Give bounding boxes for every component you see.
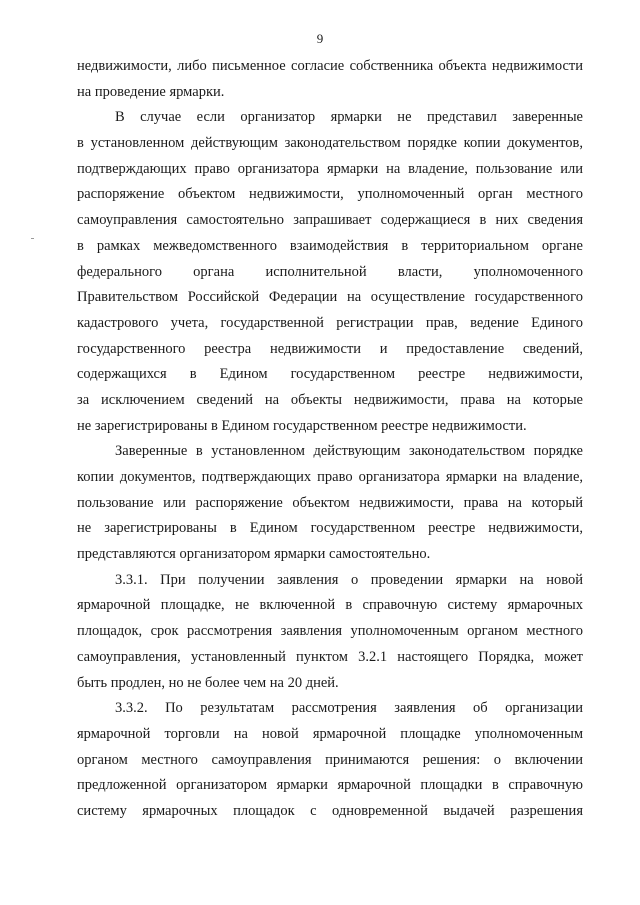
text-line: самоуправления, установленный пунктом 3.2.1 настоящего Порядка, может (77, 648, 583, 665)
text-line: Заверенные в установленном действующим законодательством порядке (115, 443, 583, 460)
text-line: ярмарочной площадке, не включенной в справочную систему ярмарочных (77, 597, 583, 614)
text-line: Правительством Российской Федерации на осуществление государственного (77, 289, 583, 306)
text-line: содержащихся в Едином государственном реестре недвижимости, (77, 366, 583, 383)
text-line: быть продлен, но не более чем на 20 дней. (77, 674, 339, 691)
text-line: в рамках межведомственного взаимодействия в территориальном органе (77, 237, 583, 254)
text-line: систему ярмарочных площадок с одновременной выдачей разрешения (77, 802, 583, 819)
page-number: 9 (316, 31, 324, 46)
text-line: государственного реестра недвижимости и предоставление сведений, (77, 340, 583, 357)
text-line: пользование или распоряжение объектом недвижимости, права на который (77, 494, 583, 511)
text-line: на проведение ярмарки. (77, 83, 225, 100)
text-line: за исключением сведений на объекты недвижимости, права на которые (77, 391, 583, 408)
text-line: предложенной организатором ярмарки ярмарочной площадки в справочную (77, 777, 583, 794)
text-line: подтверждающих право организатора ярмарки на владение, пользование или (77, 160, 583, 177)
margin-mark (31, 238, 34, 239)
text-line: площадок, срок рассмотрения заявления уполномоченным органом местного (77, 623, 583, 640)
body-text (77, 54, 583, 825)
text-line: 3.3.1. При получении заявления о проведении ярмарки на новой (115, 571, 583, 588)
text-line: 3.3.2. По результатам рассмотрения заявления об организации (115, 700, 583, 717)
text-line: В случае если организатор ярмарки не представил заверенные (115, 109, 583, 126)
text-line: органом местного самоуправления принимаются решения: о включении (77, 751, 583, 768)
text-line: в установленном действующим законодательством порядке копии документов, (77, 135, 583, 152)
text-line: федерального органа исполнительной власти, уполномоченного (77, 263, 583, 280)
text-line: представляются организатором ярмарки самостоятельно. (77, 546, 431, 563)
text-line: самоуправления самостоятельно запрашивает содержащиеся в них сведения (77, 212, 583, 229)
text-line: кадастрового учета, государственной регистрации прав, ведение Единого (77, 314, 583, 331)
text-line: копии документов, подтверждающих право организатора ярмарки на владение, (77, 469, 583, 485)
text-line: ярмарочной торговли на новой ярмарочной площадке уполномоченным (77, 725, 583, 742)
text-line: не зарегистрированы в Едином государственном реестре недвижимости. (77, 417, 527, 434)
text-line: недвижимости, либо письменное согласие собственника объекта недвижимости (77, 58, 583, 74)
text-line: не зарегистрированы в Едином государственном реестре недвижимости, (77, 520, 583, 537)
text-line: распоряжение объектом недвижимости, уполномоченный орган местного (77, 186, 583, 203)
